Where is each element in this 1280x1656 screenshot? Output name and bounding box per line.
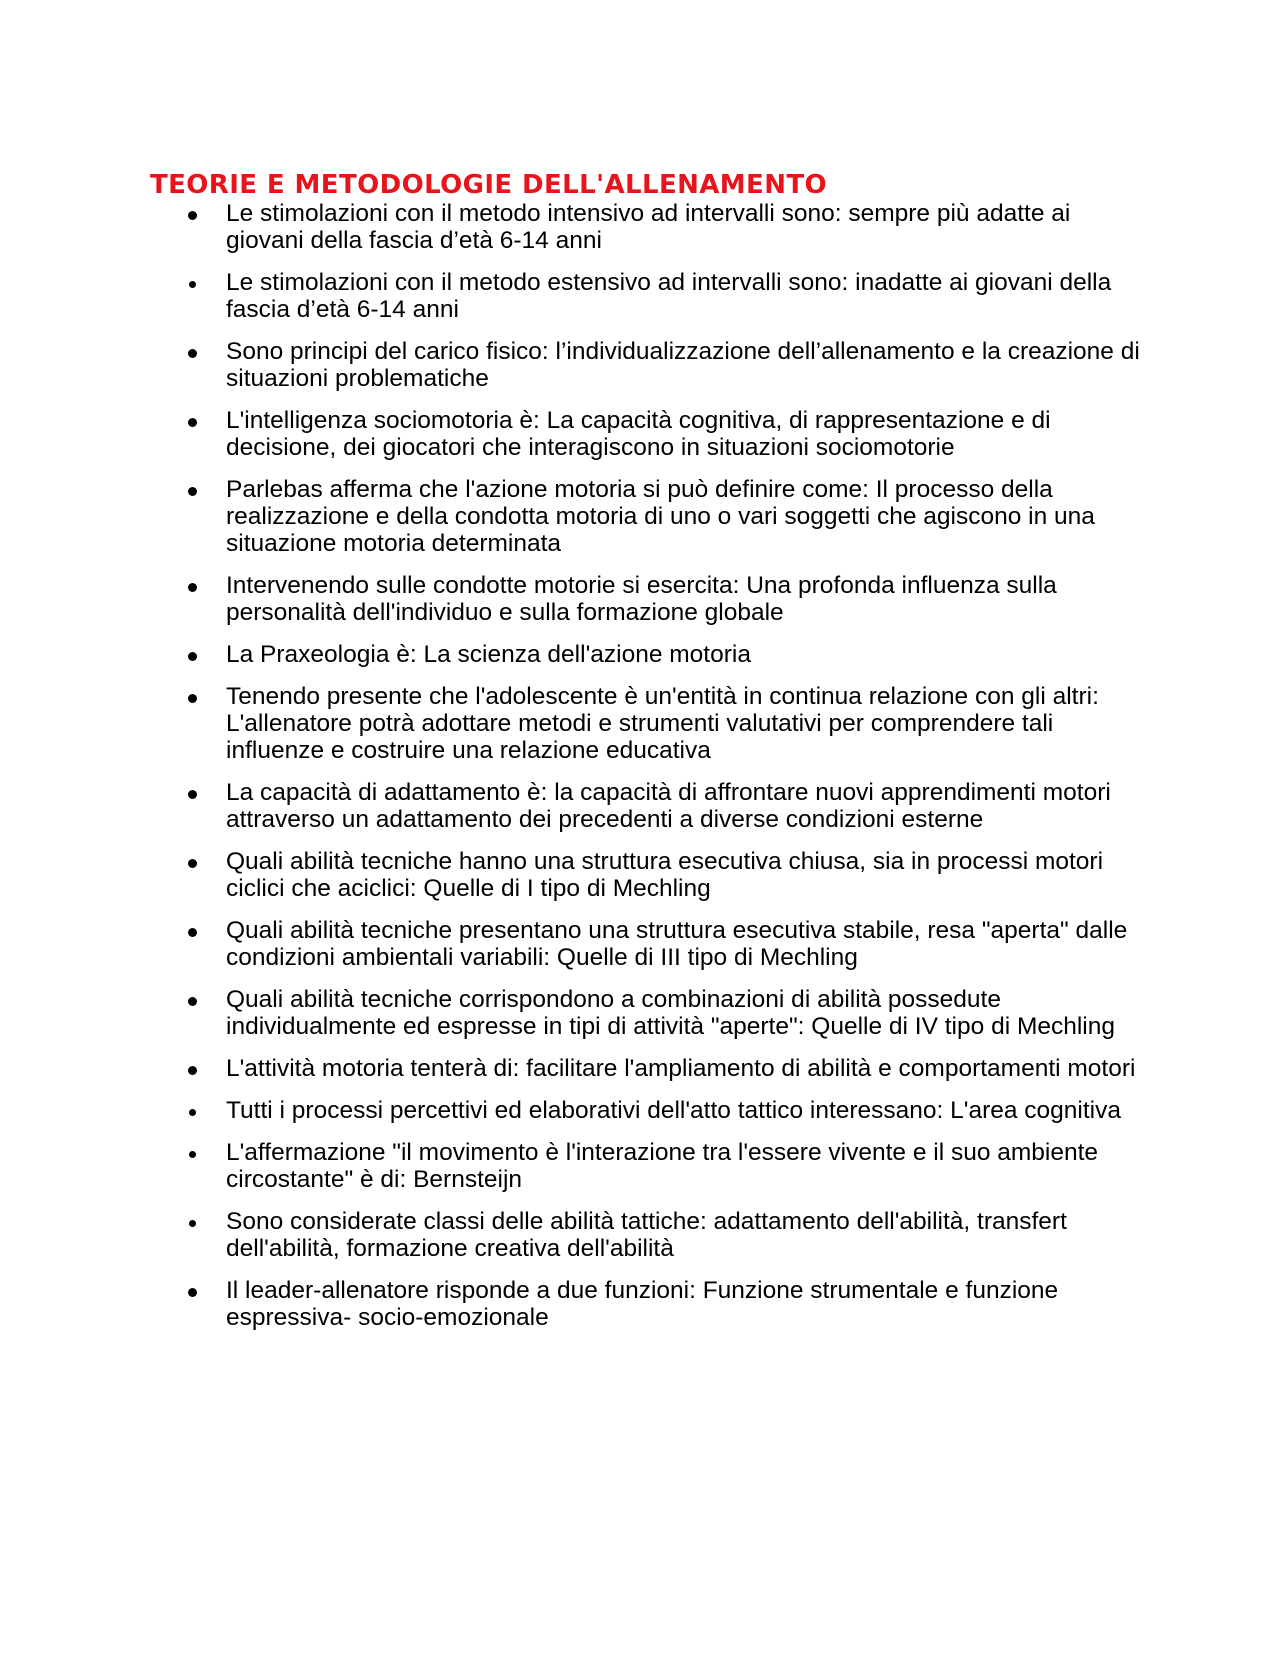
list-item-text: Sono considerate classi delle abilità tattiche: adattamento dell'abilità, transfert dell'abilità, formazione creativa dell'abilità — [226, 1208, 1067, 1262]
list-item-text: L'attività motoria tenterà di: facilitare l'ampliamento di abilità e comportamenti motori — [226, 1055, 1136, 1082]
filled-circle-icon — [188, 349, 197, 358]
list-item — [188, 200, 1148, 254]
small-circle-icon — [189, 1220, 196, 1227]
list-item — [188, 269, 1148, 323]
filled-circle-icon — [188, 418, 197, 427]
list-item-text: Parlebas afferma che l'azione motoria si può definire come: Il processo della realizzazione e della condotta motoria di uno o vari soggetti che agiscono in una situazione motoria determinata — [226, 476, 1095, 557]
list-item-text: La capacità di adattamento è: la capacità di affrontare nuovi apprendimenti motori attraverso un adattamento dei precedenti a diverse condizioni esterne — [226, 779, 1111, 833]
list-item-text: L'affermazione "il movimento è l'interazione tra l'essere vivente e il suo ambiente circostante" è di: Bernsteijn — [226, 1139, 1099, 1193]
filled-circle-icon — [188, 487, 197, 496]
list-item — [188, 407, 1148, 461]
list-item-text: Quali abilità tecniche corrispondono a combinazioni di abilità possedute individualmente ed espresse in tipi di attività "aperte": Quelle di IV tipo di Mechling — [226, 986, 1115, 1040]
filled-circle-icon — [188, 928, 197, 937]
filled-circle-icon — [188, 790, 197, 799]
list-item-text: La Praxeologia è: La scienza dell'azione motoria — [226, 641, 751, 668]
list-item — [188, 683, 1148, 764]
small-circle-icon — [189, 281, 196, 288]
list-item-text: L'intelligenza sociomotoria è: La capacità cognitiva, di rappresentazione e di decisione, dei giocatori che interagiscono in situazioni sociomotorie — [226, 407, 1051, 461]
list-item — [188, 1208, 1148, 1262]
list-item — [188, 572, 1148, 626]
document-title: TEORIE E METODOLOGIE DELL'ALLENAMENTO — [150, 170, 828, 200]
list-item-text: Il leader-allenatore risponde a due funzioni: Funzione strumentale e funzione espressiva- socio-emozionale — [226, 1277, 1059, 1331]
filled-circle-icon — [188, 211, 197, 220]
list-item — [188, 476, 1148, 557]
list-item — [188, 917, 1148, 971]
list-item — [188, 1097, 1148, 1124]
list-item — [188, 986, 1148, 1040]
filled-circle-icon — [188, 997, 197, 1006]
filled-circle-icon — [188, 652, 197, 661]
list-item-text: Tenendo presente che l'adolescente è un'entità in continua relazione con gli altri: L'allenatore potrà adottare metodi e strumenti valutativi per comprendere tali influenze e costruire una relazione educativa — [226, 683, 1099, 764]
filled-circle-icon — [188, 1288, 197, 1297]
list-item — [188, 848, 1148, 902]
list-item-text: Le stimolazioni con il metodo intensivo ad intervalli sono: sempre più adatte ai giovani della fascia d’età 6-14 anni — [226, 200, 1071, 254]
small-circle-icon — [189, 1109, 196, 1116]
small-circle-icon — [189, 1151, 196, 1158]
list-item — [188, 1055, 1148, 1082]
bullet-list — [188, 200, 1148, 1346]
list-item — [188, 641, 1148, 668]
list-item-text: Quali abilità tecniche hanno una struttura esecutiva chiusa, sia in processi motori ciclici che aciclici: Quelle di I tipo di Mechling — [226, 848, 1104, 902]
list-item — [188, 1139, 1148, 1193]
list-item-text: Intervenendo sulle condotte motorie si esercita: Una profonda influenza sulla personalità dell'individuo e sulla formazione globale — [226, 572, 1057, 626]
list-item — [188, 338, 1148, 392]
list-item-text: Sono principi del carico fisico: l’individualizzazione dell’allenamento e la creazione di situazioni problematiche — [226, 338, 1140, 392]
filled-circle-icon — [188, 694, 197, 703]
list-item-text: Quali abilità tecniche presentano una struttura esecutiva stabile, resa "aperta" dalle condizioni ambientali variabili: Quelle di III tipo di Mechling — [226, 917, 1128, 971]
filled-circle-icon — [188, 859, 197, 868]
filled-circle-icon — [188, 583, 197, 592]
list-item — [188, 779, 1148, 833]
list-item-text: Tutti i processi percettivi ed elaborativi dell'atto tattico interessano: L'area cognitiva — [226, 1097, 1121, 1124]
list-item — [188, 1277, 1148, 1331]
list-item-text: Le stimolazioni con il metodo estensivo ad intervalli sono: inadatte ai giovani della fascia d’età 6-14 anni — [226, 269, 1112, 323]
filled-circle-icon — [188, 1066, 197, 1075]
